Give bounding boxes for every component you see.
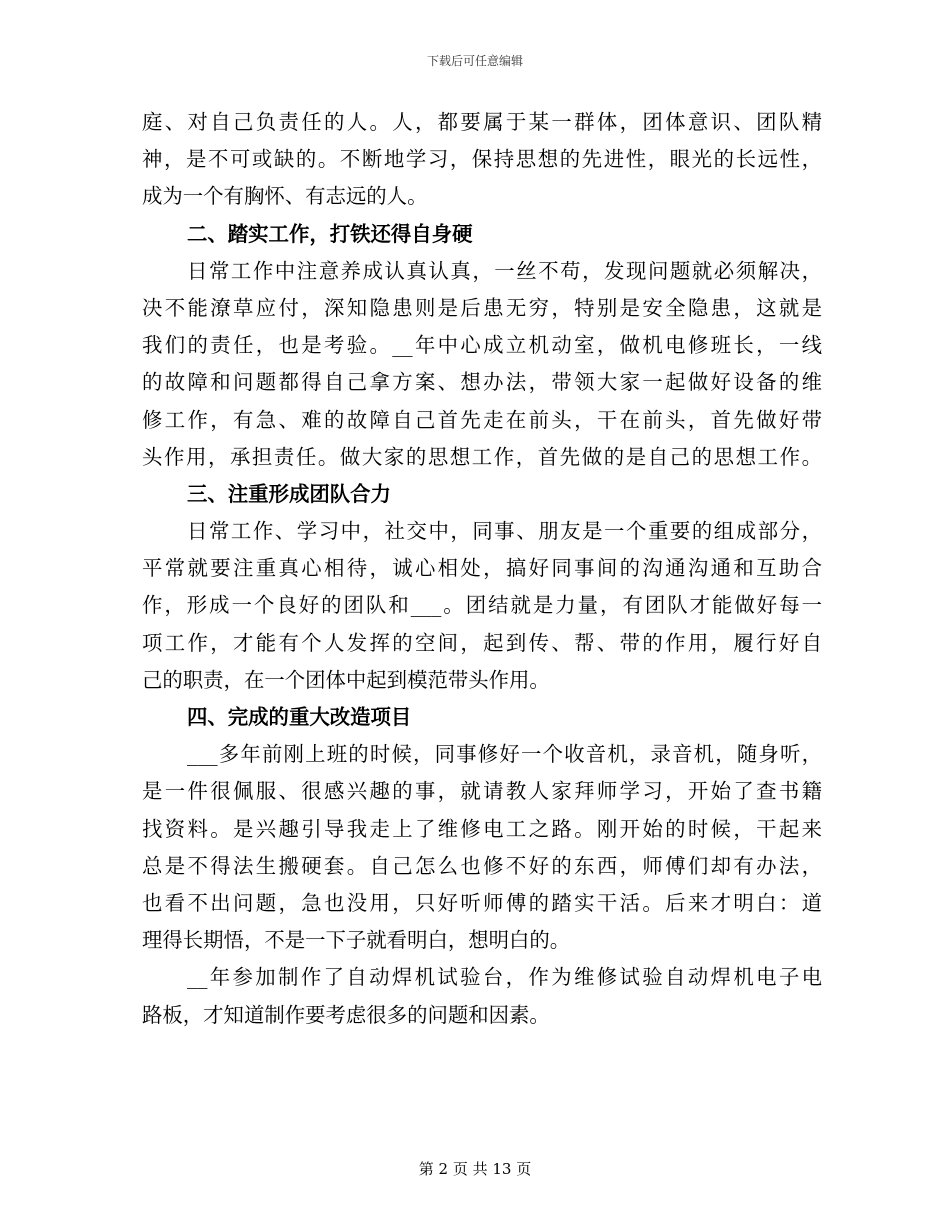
text-line: 头作用，承担责任。做大家的思想工作，首先做的是自己的思想工作。 [142, 444, 822, 469]
section-heading: 四、完成的重大改造项目 [187, 705, 412, 729]
text-line: 路板，才知道制作要考虑很多的问题和因素。 [142, 1002, 550, 1027]
text-line: 作，形成一个良好的团队和___。团结就是力量，有团队才能做好每一 [142, 593, 822, 618]
section-heading: 三、注重形成团队合力 [187, 481, 391, 506]
text-line: 日常工作中注意养成认真认真，一丝不苟，发现问题就必须解决， [187, 258, 822, 283]
text-line: 决不能潦草应付，深知隐患则是后患无穷，特别是安全隐患，这就是 [142, 295, 822, 320]
text-line: 找资料。是兴趣引导我走上了维修电工之路。刚开始的时候，干起来 [142, 816, 822, 841]
text-line: __年参加制作了自动焊机试验台，作为维修试验自动焊机电子电 [187, 965, 822, 990]
text-line: 总是不得法生搬硬套。自己怎么也修不好的东西，师傅们却有办法， [142, 853, 822, 878]
text-line: 成为一个有胸怀、有志远的人。 [142, 184, 428, 209]
text-line: 神，是不可或缺的。不断地学习，保持思想的先进性，眼光的长远性， [142, 147, 822, 172]
text-line: 我们的责任，也是考验。__年中心成立机动室，做机电修班长，一线 [142, 333, 822, 358]
page-number: 第 2 页 共 13 页 [418, 1160, 532, 1178]
text-line: 的故障和问题都得自己拿方案、想办法，带领大家一起做好设备的维 [142, 370, 822, 395]
text-line: 是一件很佩服、很感兴趣的事，就请教人家拜师学习，开始了查书籍 [142, 779, 822, 804]
text-line: 修工作，有急、难的故障自己首先走在前头，干在前头，首先做好带 [142, 407, 822, 432]
text-line: 理得长期悟，不是一下子就看明白，想明白的。 [142, 928, 571, 953]
page-header: 下载后可任意编辑 [426, 54, 523, 68]
document-body [142, 104, 822, 1034]
section-heading: 二、踏实工作，打铁还得自身硬 [187, 221, 473, 246]
text-line: 庭、对自己负责任的人。人，都要属于某一群体，团体意识、团队精 [142, 110, 822, 134]
text-line: ___多年前刚上班的时候，同事修好一个收音机，录音机，随身听， [187, 742, 822, 767]
text-line: 也看不出问题，急也没用，只好听师傅的踏实干活。后来才明白：道 [142, 890, 822, 915]
text-line: 平常就要注重真心相待，诚心相处，搞好同事间的沟通沟通和互助合 [142, 556, 822, 581]
text-line: 项工作，才能有个人发挥的空间，起到传、帮、带的作用，履行好自 [142, 630, 822, 655]
text-line: 己的职责，在一个团体中起到模范带头作用。 [142, 667, 550, 692]
text-line: 日常工作、学习中，社交中，同事、朋友是一个重要的组成部分， [187, 519, 822, 544]
